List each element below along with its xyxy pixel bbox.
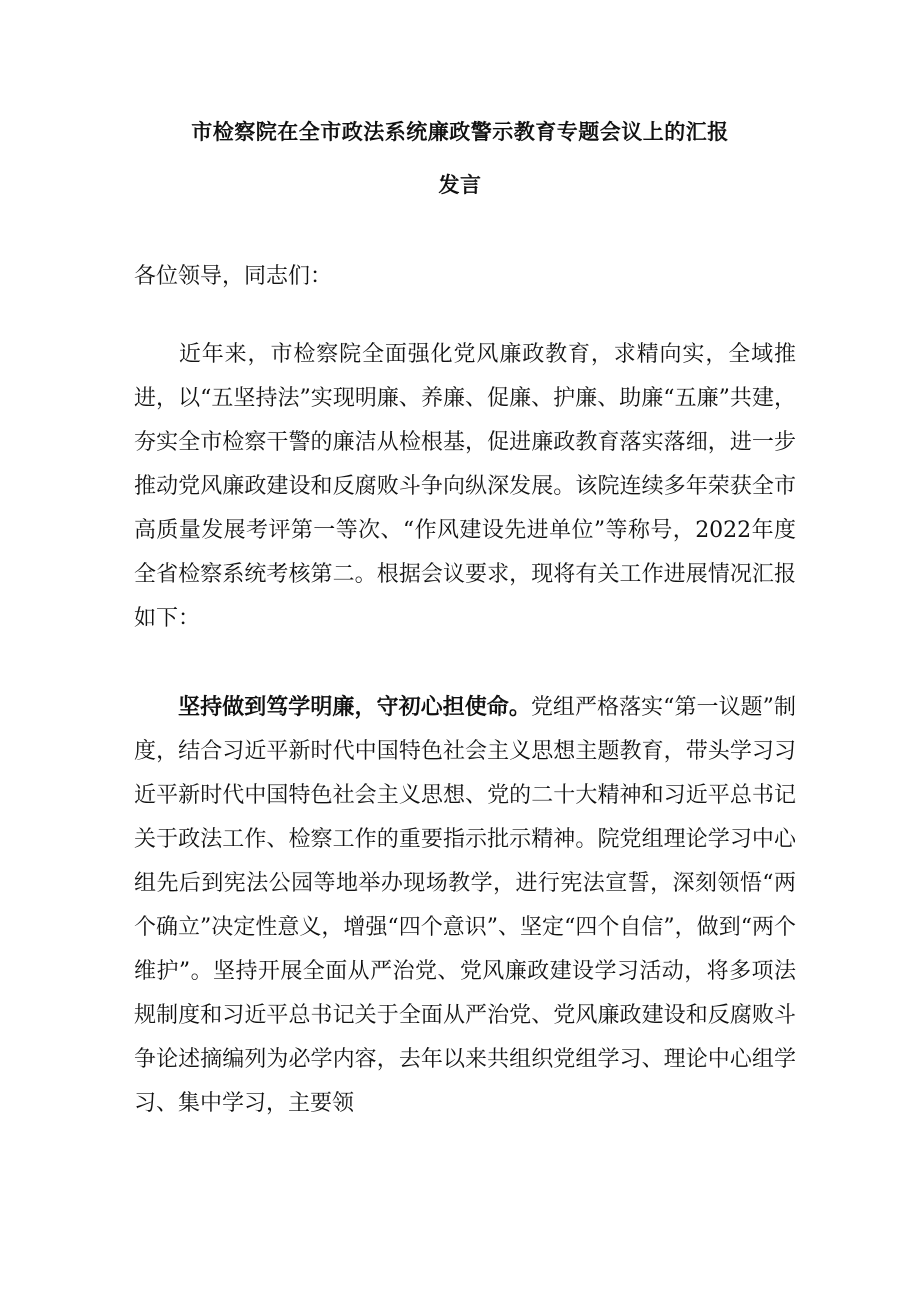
paragraph-heading: 坚持做到笃学明廉，守初心担使命。: [178, 695, 531, 720]
paragraph-study-integrity-text: 党组严格落实“第一议题”制度，结合习近平新时代中国特色社会主义思想主题教育，带头学习习近平新时代中国特色社会主义思想、党的二十大精神和习近平总书记关于政法工作、检察工作的重要指示批示精神。院党组理论学习中心组先后到宪法公园等地举办现场教学，进行宪法宣誓，深刻领悟“两个确立”决定性意义，增强“四个意识”、坚定“四个自信”，做到“两个维护”。坚持开展全面从严治党、党风廉政建设学习活动，将多项法规制度和习近平总书记关于全面从严治党、党风廉政建设和反腐败斗争论述摘编列为必学内容，去年以来共组织党组学习、理论中心组学习、集中学习，主要领: [134, 695, 796, 1116]
paragraph-intro: [134, 333, 796, 641]
paragraph-intro-text: 近年来，市检察院全面强化党风廉政教育，求精向实，全域推进，以“五坚持法”实现明廉、养廉、促廉、护廉、助廉“五廉”共建，夯实全市检察干警的廉洁从检根基，促进廉政教育落实落细，进一步推动党风廉政建设和反腐败斗争向纵深发展。该院连续多年荣获全市高质量发展考评第一等次、“作风建设先进单位”等称号，2022年度全省检察系统考核第二。根据会议要求，现将有关工作进展情况汇报如下：: [134, 342, 796, 631]
salutation: 各位领导，同志们：: [134, 264, 333, 289]
paragraph-study-integrity: [134, 686, 796, 1126]
document-title-line-2: 发言: [438, 173, 482, 197]
document-title-line-1: 市检察院在全市政法系统廉政警示教育专题会议上的汇报: [191, 120, 729, 144]
